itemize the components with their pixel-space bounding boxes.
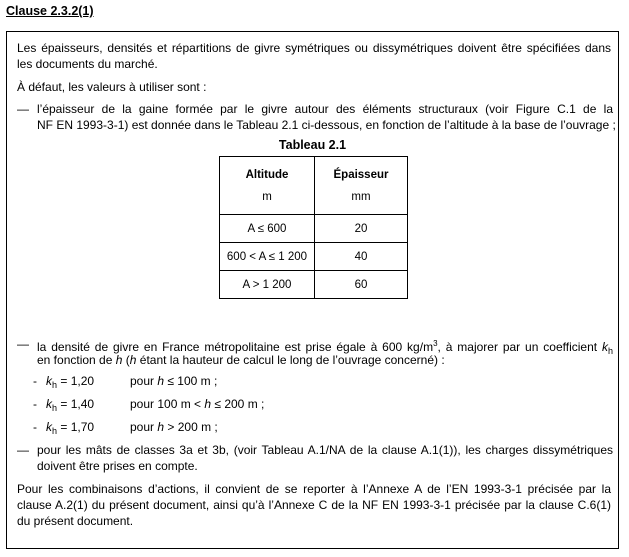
cell-altitude: A > 1 200 [220, 271, 315, 299]
final-line-3: du présent document. [17, 514, 134, 528]
coefficient-item: - $k_h = 1,40$ pour 100 m < h ≤ 200 m ; [33, 397, 265, 413]
bullet-1-dash: — [17, 102, 29, 116]
table-caption: Tableau 2.1 [278, 138, 347, 152]
final-line-2: clause A.2(1) du présent document, ainsi qu’à l’Annexe C de la NF EN 1993-3-1 précisée par la clause C.6(1) [17, 498, 611, 512]
bullet-1-line-2: NF EN 1993-3-1) est donnée dans le Tableau 2.1 ci-dessous, en fonction de l’altitude à la base de l’ouvrage ; [37, 118, 616, 132]
cell-altitude: 600 < A ≤ 1 200 [220, 243, 315, 271]
header-altitude [220, 157, 315, 215]
coefficient-item: - $k_h = 1,70$ pour h > 200 m ; [33, 420, 218, 436]
bullet-3-line-1: pour les mâts de classes 3a et 3b, (voir Tableau A.1/NA de la clause A.1(1)), les charges dissymétriques [37, 443, 613, 457]
intro-defaut: À défaut, les valeurs à utiliser sont : [17, 80, 207, 94]
clause-frame [6, 31, 619, 549]
cell-epaisseur: 60 [315, 271, 408, 299]
table-header-row [220, 157, 408, 215]
coefficient-item: - $k_h = 1,20$ pour h ≤ 100 m ; [33, 374, 218, 390]
header-altitude-unit: m [262, 190, 272, 203]
header-epaisseur-label: Épaisseur [333, 168, 389, 181]
bullet-1-line-1: l’épaisseur de la gaine formée par le givre autour des éléments structuraux (voir Figure C.1 de la [37, 102, 613, 116]
clause-title: Clause 2.3.2(1) [6, 4, 94, 18]
table-row [220, 243, 408, 271]
header-altitude-label: Altitude [245, 168, 289, 181]
table-2-1 [219, 156, 408, 299]
bullet-2-line-1: la densité de givre en France métropolitaine est prise égale à 600 $kg/m^3$, à majorer par un coefficient $k_h$ [37, 339, 613, 356]
final-line-1: Pour les combinaisons d’actions, il convient de se reporter à l’Annexe A de l’EN 1993-3-1 précisée par la [17, 482, 611, 496]
table-row [220, 271, 408, 299]
header-epaisseur-unit: mm [351, 190, 371, 203]
intro-line-1: Les épaisseurs, densités et répartitions de givre symétriques ou dissymétriques doivent être spécifiées dans [17, 41, 611, 55]
bullet-3-dash: — [17, 443, 29, 457]
bullet-3-line-2: doivent être prises en compte. [37, 459, 198, 473]
bullet-2-line-2: en fonction de h (h étant la hauteur de calcul le long de l’ouvrage concerné) : [37, 353, 445, 367]
cell-epaisseur: 20 [315, 215, 408, 243]
bullet-2-dash: — [17, 337, 29, 351]
cell-altitude: A ≤ 600 [220, 215, 315, 243]
header-epaisseur [315, 157, 408, 215]
table-row [220, 215, 408, 243]
intro-line-2: les documents du marché. [17, 57, 158, 71]
cell-epaisseur: 40 [315, 243, 408, 271]
